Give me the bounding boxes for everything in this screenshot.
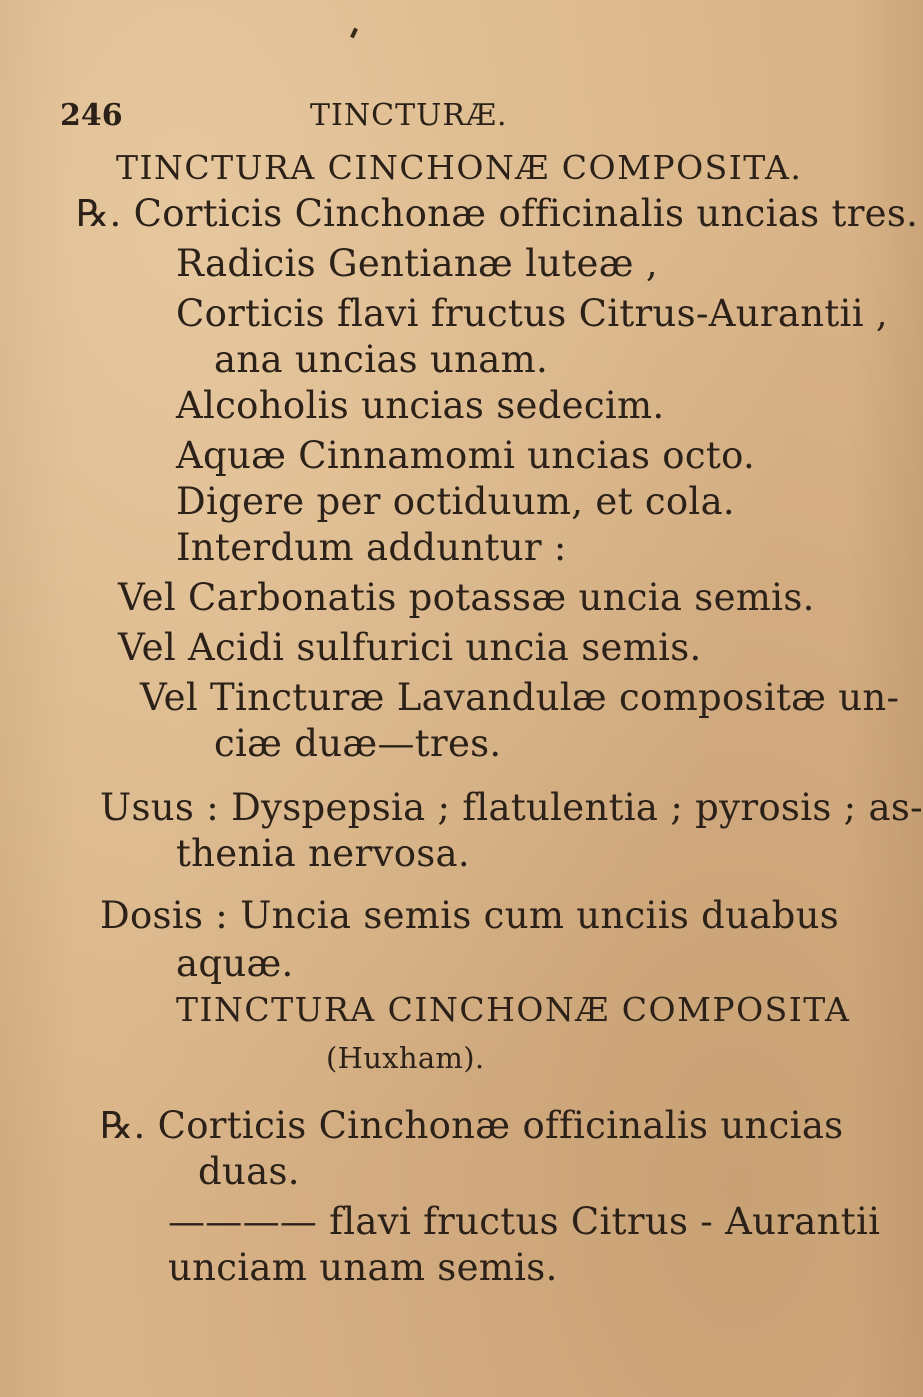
recipe-line: duas.	[198, 1150, 300, 1193]
dosis-line: aquæ.	[176, 942, 294, 985]
recipe-line: Interdum adduntur :	[176, 526, 567, 569]
section-title: TINCTURA CINCHONÆ COMPOSITA	[176, 990, 851, 1029]
recipe-line: ℞. Corticis Cinchonæ officinalis uncias tres.	[76, 192, 919, 235]
recipe-line: Digere per octiduum, et cola.	[176, 480, 735, 523]
recipe-line: Corticis flavi fructus Citrus-Aurantii ,	[176, 292, 888, 335]
dosis-line: Dosis : Uncia semis cum unciis duabus	[100, 894, 840, 937]
recipe-line: Radicis Gentianæ luteæ ,	[176, 242, 658, 285]
recipe-line: Aquæ Cinnamomi uncias octo.	[176, 434, 756, 477]
section-author: (Huxham).	[326, 1041, 485, 1075]
recipe-line: Vel Acidi sulfurici uncia semis.	[118, 626, 702, 669]
recipe-line: unciam unam semis.	[168, 1246, 558, 1289]
usus-line: Usus : Dyspepsia ; flatulentia ; pyrosis ; as-	[100, 786, 923, 829]
section-title: TINCTURA CINCHONÆ COMPOSITA.	[116, 148, 803, 187]
usus-line: thenia nervosa.	[176, 832, 470, 875]
recipe-line: ciæ duæ—tres.	[214, 722, 502, 765]
recipe-line: Vel Carbonatis potassæ uncia semis.	[118, 576, 815, 619]
recipe-line: Vel Tincturæ Lavandulæ compositæ un-	[140, 676, 900, 719]
recipe-line: ana uncias unam.	[214, 338, 549, 381]
page-number: 246	[60, 98, 123, 133]
recipe-line: ———— flavi fructus Citrus - Aurantii	[168, 1200, 881, 1243]
running-title: TINCTURÆ.	[310, 98, 508, 133]
recipe-line: ℞. Corticis Cinchonæ officinalis uncias	[100, 1104, 844, 1147]
ink-speck	[350, 28, 358, 39]
recipe-line: Alcoholis uncias sedecim.	[176, 384, 665, 427]
